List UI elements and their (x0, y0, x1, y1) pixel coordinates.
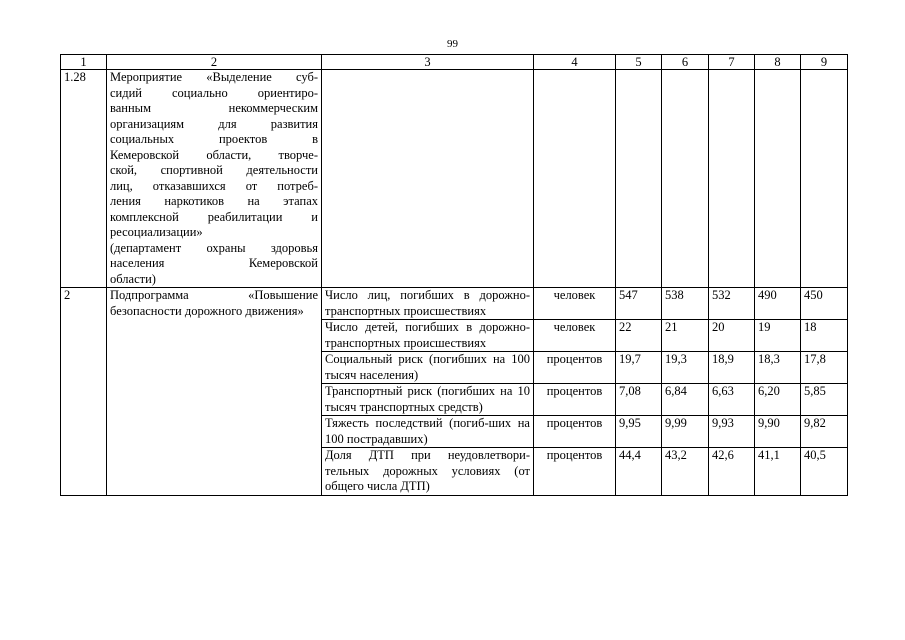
indicator-value: 19 (755, 320, 801, 352)
indicator-value: 18,9 (709, 352, 755, 384)
column-header: 2 (107, 55, 322, 70)
measure-line: Мероприятие «Выделение суб- (110, 70, 318, 84)
column-header: 1 (61, 55, 107, 70)
indicator-value: 9,90 (755, 416, 801, 448)
empty-cell (322, 70, 534, 288)
column-header: 4 (534, 55, 616, 70)
indicator-unit: процентов (534, 416, 616, 448)
indicator-value: 41,1 (755, 448, 801, 496)
measure-lines (110, 70, 318, 287)
indicator-unit: процентов (534, 384, 616, 416)
indicator-value: 9,82 (801, 416, 848, 448)
indicator-value: 6,20 (755, 384, 801, 416)
indicator-value: 19,7 (616, 352, 662, 384)
indicator-value: 9,95 (616, 416, 662, 448)
indicator-name: Число детей, погибших в дорожно-транспортных происшествиях (322, 320, 534, 352)
measure-line: области) (110, 271, 156, 286)
column-header: 8 (755, 55, 801, 70)
indicator-value: 532 (709, 288, 755, 320)
indicator-value: 6,84 (662, 384, 709, 416)
measure-line: комплексной реабилитации и (110, 209, 318, 224)
measure-line: ресоциализации» (110, 225, 203, 239)
empty-cell (534, 70, 616, 288)
measure-line: сидий социально ориентиро- (110, 85, 318, 100)
data-table (60, 54, 848, 496)
empty-cell (801, 70, 848, 288)
indicator-name: Число лиц, погибших в дорожно-транспортных происшествиях (322, 288, 534, 320)
indicator-value: 9,93 (709, 416, 755, 448)
indicator-value: 450 (801, 288, 848, 320)
empty-cell (709, 70, 755, 288)
indicator-value: 17,8 (801, 352, 848, 384)
indicator-value: 40,5 (801, 448, 848, 496)
table-row (61, 70, 848, 288)
indicator-value: 20 (709, 320, 755, 352)
page-number: 99 (447, 38, 458, 50)
indicator-name: Тяжесть последствий (погиб-ших на 100 пострадавших) (322, 416, 534, 448)
row-number: 1.28 (61, 70, 107, 288)
measure-line: ванным некоммерческим (110, 101, 318, 115)
column-header: 7 (709, 55, 755, 70)
measure-line: Кемеровской области, творче- (110, 147, 318, 162)
indicator-value: 5,85 (801, 384, 848, 416)
indicator-value: 7,08 (616, 384, 662, 416)
column-header: 9 (801, 55, 848, 70)
measure-line: (департамент охраны здоровья (110, 240, 318, 255)
measure-description (107, 70, 322, 288)
measure-line: населения Кемеровской (110, 256, 318, 270)
indicator-value: 43,2 (662, 448, 709, 496)
indicator-unit: человек (534, 288, 616, 320)
indicator-unit: человек (534, 320, 616, 352)
measure-line: лиц, отказавшихся от потреб- (110, 178, 318, 193)
indicator-value: 19,3 (662, 352, 709, 384)
indicator-value: 9,99 (662, 416, 709, 448)
indicator-value: 21 (662, 320, 709, 352)
empty-cell (755, 70, 801, 288)
indicator-value: 18 (801, 320, 848, 352)
row-number: 2 (61, 288, 107, 496)
indicator-value: 22 (616, 320, 662, 352)
indicator-value: 44,4 (616, 448, 662, 496)
table-row (61, 288, 848, 320)
measure-line: ления наркотиков на этапах (110, 194, 318, 208)
indicator-value: 547 (616, 288, 662, 320)
column-header: 3 (322, 55, 534, 70)
subprogram-name: Подпрограмма «Повышение безопасности дорожного движения» (107, 288, 322, 496)
indicator-value: 42,6 (709, 448, 755, 496)
indicator-value: 490 (755, 288, 801, 320)
indicator-value: 538 (662, 288, 709, 320)
indicator-name: Транспортный риск (погибших на 10 тысяч транспортных средств) (322, 384, 534, 416)
measure-line: ской, спортивной деятельности (110, 163, 318, 177)
indicator-value: 6,63 (709, 384, 755, 416)
indicator-unit: процентов (534, 448, 616, 496)
empty-cell (662, 70, 709, 288)
column-header: 5 (616, 55, 662, 70)
measure-line: организациям для развития (110, 116, 318, 131)
empty-cell (616, 70, 662, 288)
column-header: 6 (662, 55, 709, 70)
indicator-value: 18,3 (755, 352, 801, 384)
table-header-row (61, 55, 848, 70)
measure-line: социальных проектов в (110, 132, 318, 146)
indicator-name: Социальный риск (погибших на 100 тысяч населения) (322, 352, 534, 384)
indicator-name: Доля ДТП при неудовлетвори-тельных дорожных условиях (от общего числа ДТП) (322, 448, 534, 496)
indicator-unit: процентов (534, 352, 616, 384)
